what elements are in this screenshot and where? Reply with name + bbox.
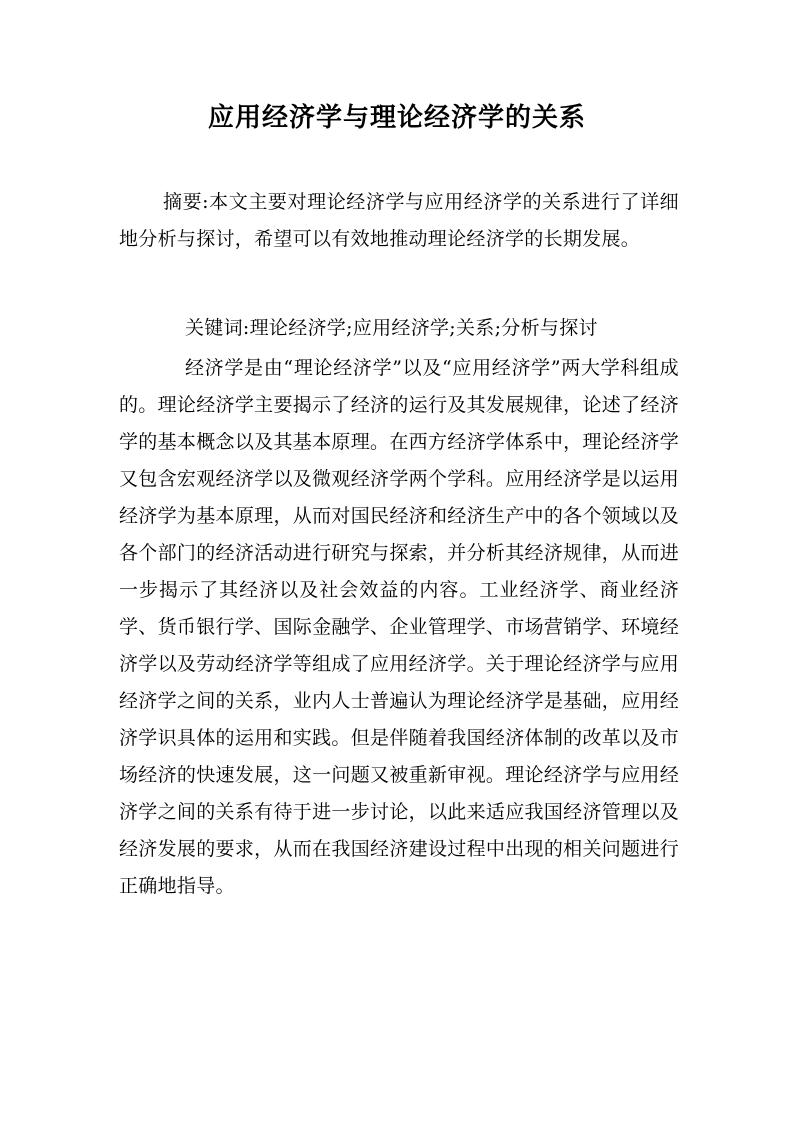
document-title: 应用经济学与理论经济学的关系 <box>207 103 586 133</box>
body-paragraph: 经济学是由“理论经济学”以及“应用经济学”两大学科组成的。理论经济学主要揭示了经济的运行及其发展规律，论述了经济学的基本概念以及其基本原理。在西方经济学体系中，理论经济学又包含宏观经济学以及微观经济学两个学科。应用经济学是以运用经济学为基本原理，从而对国民经济和经济生产中的各个领域以及各个部门的经济活动进行研究与探索，并分析其经济规律，从而进一步揭示了其经济以及社会效益的内容。工业经济学、商业经济学、货币银行学、国际金融学、企业管理学、市场营销学、环境经济学以及劳动经济学等组成了应用经济学。关于理论经济学与应用经济学之间的关系，业内人士普遍认为理论经济学是基础，应用经济学识具体的运用和实践。但是伴随着我国经济体制的改革以及市场经济的快速发展，这一问题又被重新审视。理论经济学与应用经济学之间的关系有待于进一步讨论，以此来适应我国经济管理以及经济发展的要求，从而在我国经济建设过程中出现的相关问题进行正确地指导。 <box>119 357 679 897</box>
abstract-paragraph: 摘要:本文主要对理论经济学与应用经济学的关系进行了详细地分析与探讨，希望可以有效地推动理论经济学的长期发展。 <box>119 191 679 250</box>
keywords-line: 关键词:理论经济学;应用经济学;关系;分析与探讨 <box>185 317 598 339</box>
